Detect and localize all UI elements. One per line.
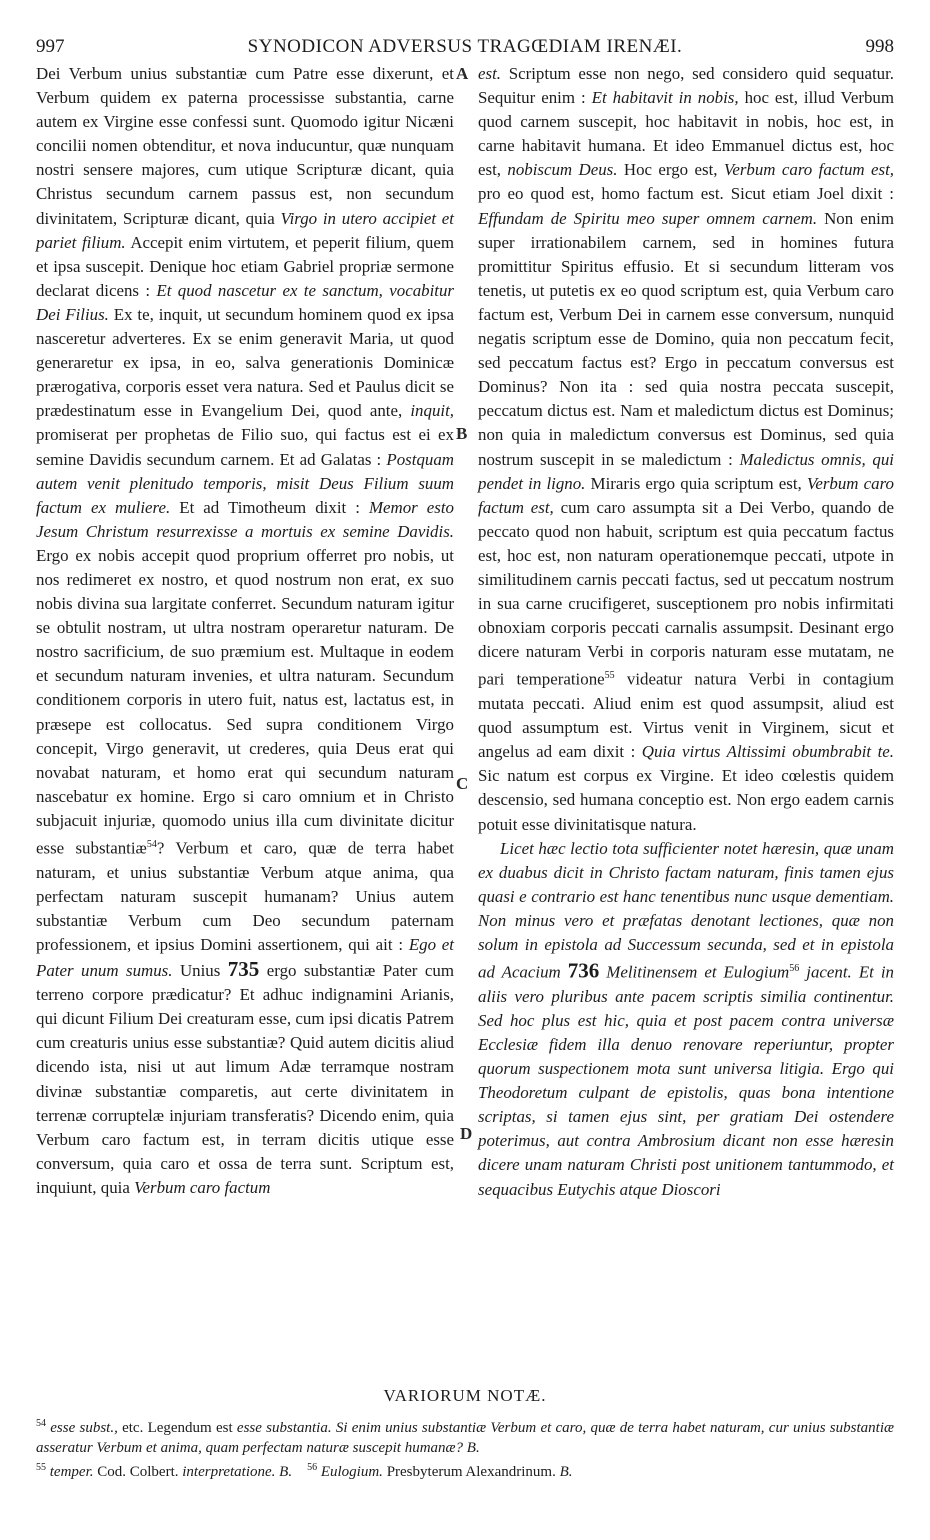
scripture-quote: Virgo in utero accipiet et pariet filium. — [36, 208, 454, 252]
notes-title: VARIORUM NOTÆ. — [383, 1386, 547, 1405]
footnote-54 — [36, 1414, 894, 1458]
text-run: Hoc ergo est, — [617, 160, 724, 180]
text-run: Ex te, inquit, ut secundum hominem quod ex ipsa nasceretur adverteres. Ex se enim generavit Maria, ut quod generaretur ex ipsa, in eo, salva generationis Dominicæ prærogativa, corporis esset vera natura. Sed et Paulus dicit se prædestinatum esse in Evangelium Dei, quod ante, — [36, 304, 454, 421]
footnotes — [36, 1414, 894, 1482]
footnote-ref-55[interactable]: 55 — [604, 670, 615, 682]
column-number-735: 735 — [227, 957, 260, 982]
footnote-mark: 54 — [36, 1418, 46, 1429]
footnote-lemma: temper. — [46, 1464, 94, 1480]
footnote-ref-54[interactable]: 54 — [146, 839, 157, 850]
text-run: Miraris ergo quia scriptum est, — [585, 473, 807, 493]
margin-letter-d: D — [460, 1124, 473, 1143]
text-run: pro eo quod est, homo factum est. Sicut etiam Joel dixit : — [478, 184, 894, 204]
footnote-text-italic: esse substantia. Si enim unius substantiæ Verbum et caro, quæ de terra habet naturam, cur unius substantiæ asseratur Verbum et anima, quam perfectam naturæ suscepit humanæ? B. — [36, 1420, 894, 1456]
text-run: Melitinensem et Eulogium — [599, 962, 790, 982]
right-column — [478, 62, 894, 1202]
text-run: hoc est, illud Verbum quod carnem suscepit, hoc habitavit in nobis, hoc est, in carne habitavit humana. Et ideo Emmanuel dictus est, hoc est, — [478, 88, 895, 180]
italic-word: inquit, — [410, 401, 454, 421]
page-number-left: 997 — [36, 36, 65, 57]
right-column-paragraph — [478, 62, 894, 837]
text-run: jacent. Et in aliis vero pluribus ante pacem scriptis similia continentur. Sed hoc plus est hic, quia et post pacem contra universæ Ecclesiæ fidem illa denuo renovare reperiuntur, propter quorum suspectionem mota sunt universa litigia. Ergo qui Theodoretum culpant de epistolis, quas bona intentione scriptas, si tamen ejus sint, per gratiam Dei ostendere poterimus, aut contra Ambrosium dicant non esse hæresin dicere unam naturam Christi post unitionem tantummodo, et sequacibus Eutychis atque Dioscori — [478, 962, 895, 1199]
text-run: Ergo ex nobis accepit quod proprium offerret pro nobis, ut nos redimeret ex nostro, et quod nostrum non erat, ex suo nobis divina sua largitate conferret. Secundum naturam igitur se obtulit nostram, ut ultra nostram operaretur naturam. De nostro sacrificium, de suo præmium est. Multaque in eodem et secundum naturam invenies, et ultra naturam. Secundum conditionem corporis in utero fuit, natus est, lactatus est, in præsepe est collocatus. Sed supra conditionem Virgo concepit, Virgo generavit, ut crederes, quia Deus erat qui novabat naturam, et homo erat qui secundum naturam nascebatur ex homine. Ergo si caro omnium et in Christo subjacuit injuriæ, quomodo unius illa cum divinitate dicitur esse substantiæ — [36, 545, 454, 858]
margin-letter-a: A — [456, 64, 469, 83]
margin-letter-c: C — [456, 774, 469, 793]
left-column — [36, 62, 454, 1200]
scripture-quote: Memor esto Jesum Christum resurrexisse a mortuis ex semine Davidis. — [36, 497, 454, 541]
text-run: Sic natum est corpus ex Virgine. Et ideo cœlestis quidem descensio, sed humana conceptio est. Non ergo eadem carnis potuit esse divinitatisque natura. — [478, 766, 894, 834]
text-run: promiserat per prophetas de Filio suo, qui factus est ei ex semine Davidis secundum carnem. Et ad Galatas : — [36, 425, 454, 469]
footnote-text: Presbyterum Alexandrinum. — [382, 1464, 560, 1480]
text-run: Licet hæc lectio tota sufficienter notet hæresin, quæ unam ex duabus dicit in Christo factam naturam, finis tamen ejus quasi e contrario est hanc tenentibus nunc usque dementiam. Non minus vero et præfatas denotant lectiones, quæ non solum in epistola ad Successum secunda, sed et in epistola ad Acacium — [478, 838, 894, 982]
footnote-ref-56[interactable]: 56 — [789, 963, 800, 975]
scripture-quote: Verbum caro factum est, — [478, 473, 894, 517]
commentary-paragraph — [478, 837, 894, 1202]
scripture-quote: Postquam autem venit plenitudo temporis, misit Deus Filium suum factum ex muliere. — [36, 449, 454, 517]
text-run: ergo substantiæ Pater cum terreno corpore prædicatur? Et adhuc indignamini Arianis, qui dicunt Filium Dei creaturam esse, cum ipsi dicatis Patrem cum creaturis unius esse substantiæ? Quid autem dicitis aliud dicendo ista, nisi ut aut limum Adæ terramque nostram divinæ substantiæ comparetis, aut certe divinitatem in terrenæ corruptelæ injuriam transferatis? Dicendo enim, quia Verbum caro factum est, in terram dicitis utique esse conversum, quia caro et ossa de terra sunt. Scriptum est, inquiunt, quia — [36, 961, 454, 1197]
footnote-55-56 — [36, 1458, 894, 1482]
footnote-mark: 55 — [36, 1462, 46, 1473]
text-run: ? Verbum et caro, quæ de terra habet naturam, et unius substantiæ Verbum atque anima, qua perfectam naturam suscepit humanam? Unius autem substantiæ Verbum cum Deo secundum paternam professionem, et ipsius Domini assertionem, qui ait : — [36, 838, 454, 954]
scripture-quote: Et habitavit in nobis, — [591, 88, 739, 108]
scripture-quote: Effundam de Spiritu meo super omnem carnem. — [478, 208, 818, 228]
footnote-text-italic: interpretatione. B. — [182, 1464, 293, 1480]
footnote-text: etc. Legendum est — [117, 1420, 237, 1436]
text-run: Dei Verbum unius substantiæ cum Patre esse dixerunt, et Verbum quidem ex paterna processisse substantia, carne autem ex Virgine esse confessi sunt. Quomodo igitur Nicæni concilii nomen obtenditur, et nova inducuntur, quæ nunquam nostri sensere majores, cum utique Scripturæ dicant, quia Christus secundum carnem passus est, non secundum divinitatem, Scripturæ dicant, quia — [36, 64, 454, 228]
scripture-quote: Verbum caro factum est, — [723, 160, 894, 180]
running-head: SYNODICON ADVERSUS TRAGŒDIAM IRENÆI. — [247, 36, 683, 57]
footnote-text-italic: B. — [559, 1464, 573, 1480]
footnote-lemma: esse subst., — [46, 1420, 118, 1436]
text-run: Non enim super irrationabilem carnem, sed in homines futura promittitur Spiritus effusio. Et si secundum litteram vos tenetis, ut putetis ex eo quod scriptum est, quia Verbum caro factum est, Verbum Dei in carnem esse conversum, nunquid negatis scriptum esse de Domino, quia non peccatum fecit, sed peccatum factus est? Ergo in peccatum conversus est Dominus? Non ita : sed quia nostra peccata suscepit, peccatum dictus est. Nam et maledictum dictus est Dominus; non quia in maledictum conversus est Dominus, sed quia nostrum suscepit in se maledictum : — [478, 208, 894, 469]
scripture-quote: est. — [478, 64, 501, 83]
text-run: cum caro assumpta sit a Dei Verbo, quando de peccato quod non habuit, scriptum est quia peccatum factus est, hoc est, non naturam operationemque peccati, utpote in similitudinem carnis peccati factus, sed ut peccatum nostrum in sua carne crucifigeret, susceptionem pro nobis infirmitati obnoxiam corporis peccati carnalis assumpsit. Desinant ergo dicere naturam Verbi in corporis naturam esse mutatam, ne pari temperatione — [478, 497, 894, 689]
text-run: Scriptum esse non nego, sed considero quid sequatur. Sequitur enim : — [478, 64, 894, 108]
scripture-quote: nobiscum Deus. — [507, 160, 618, 180]
footnote-mark: 56 — [307, 1462, 318, 1473]
scripture-quote: Ego et Pater unum sumus. — [36, 935, 454, 981]
scripture-quote: Et quod nascetur ex te sanctum, vocabitur Dei Filius. — [36, 280, 454, 324]
scripture-quote: Quia virtus Altissimi obumbrabit te. — [641, 742, 894, 762]
text-run: Et ad Timotheum dixit : — [170, 497, 369, 517]
column-number-736: 736 — [567, 958, 600, 983]
margin-letter-b: B — [456, 424, 468, 443]
text-run: Unius — [172, 961, 228, 981]
scripture-quote: Verbum caro factum — [134, 1177, 271, 1197]
footnote-text: Cod. Colbert. — [93, 1464, 183, 1480]
page-number-right: 998 — [865, 36, 894, 57]
text-run: videatur natura Verbi in contagium mutata peccati. Aliud enim est quod assumpsit, aliud est quod assumptum est. Virtus venit in Virginem, sicut et angelus ad eam dixit : — [478, 669, 895, 762]
scripture-quote: Maledictus omnis, qui pendet in ligno. — [478, 449, 894, 493]
text-run: Accepit enim virtutem, et peperit filium, quem et ipsa suscepit. Denique hoc etiam Gabriel propriæ sermone declarat dicens : — [36, 232, 454, 300]
left-column-paragraph — [36, 62, 454, 1200]
footnote-lemma: Eulogium. — [317, 1464, 383, 1480]
